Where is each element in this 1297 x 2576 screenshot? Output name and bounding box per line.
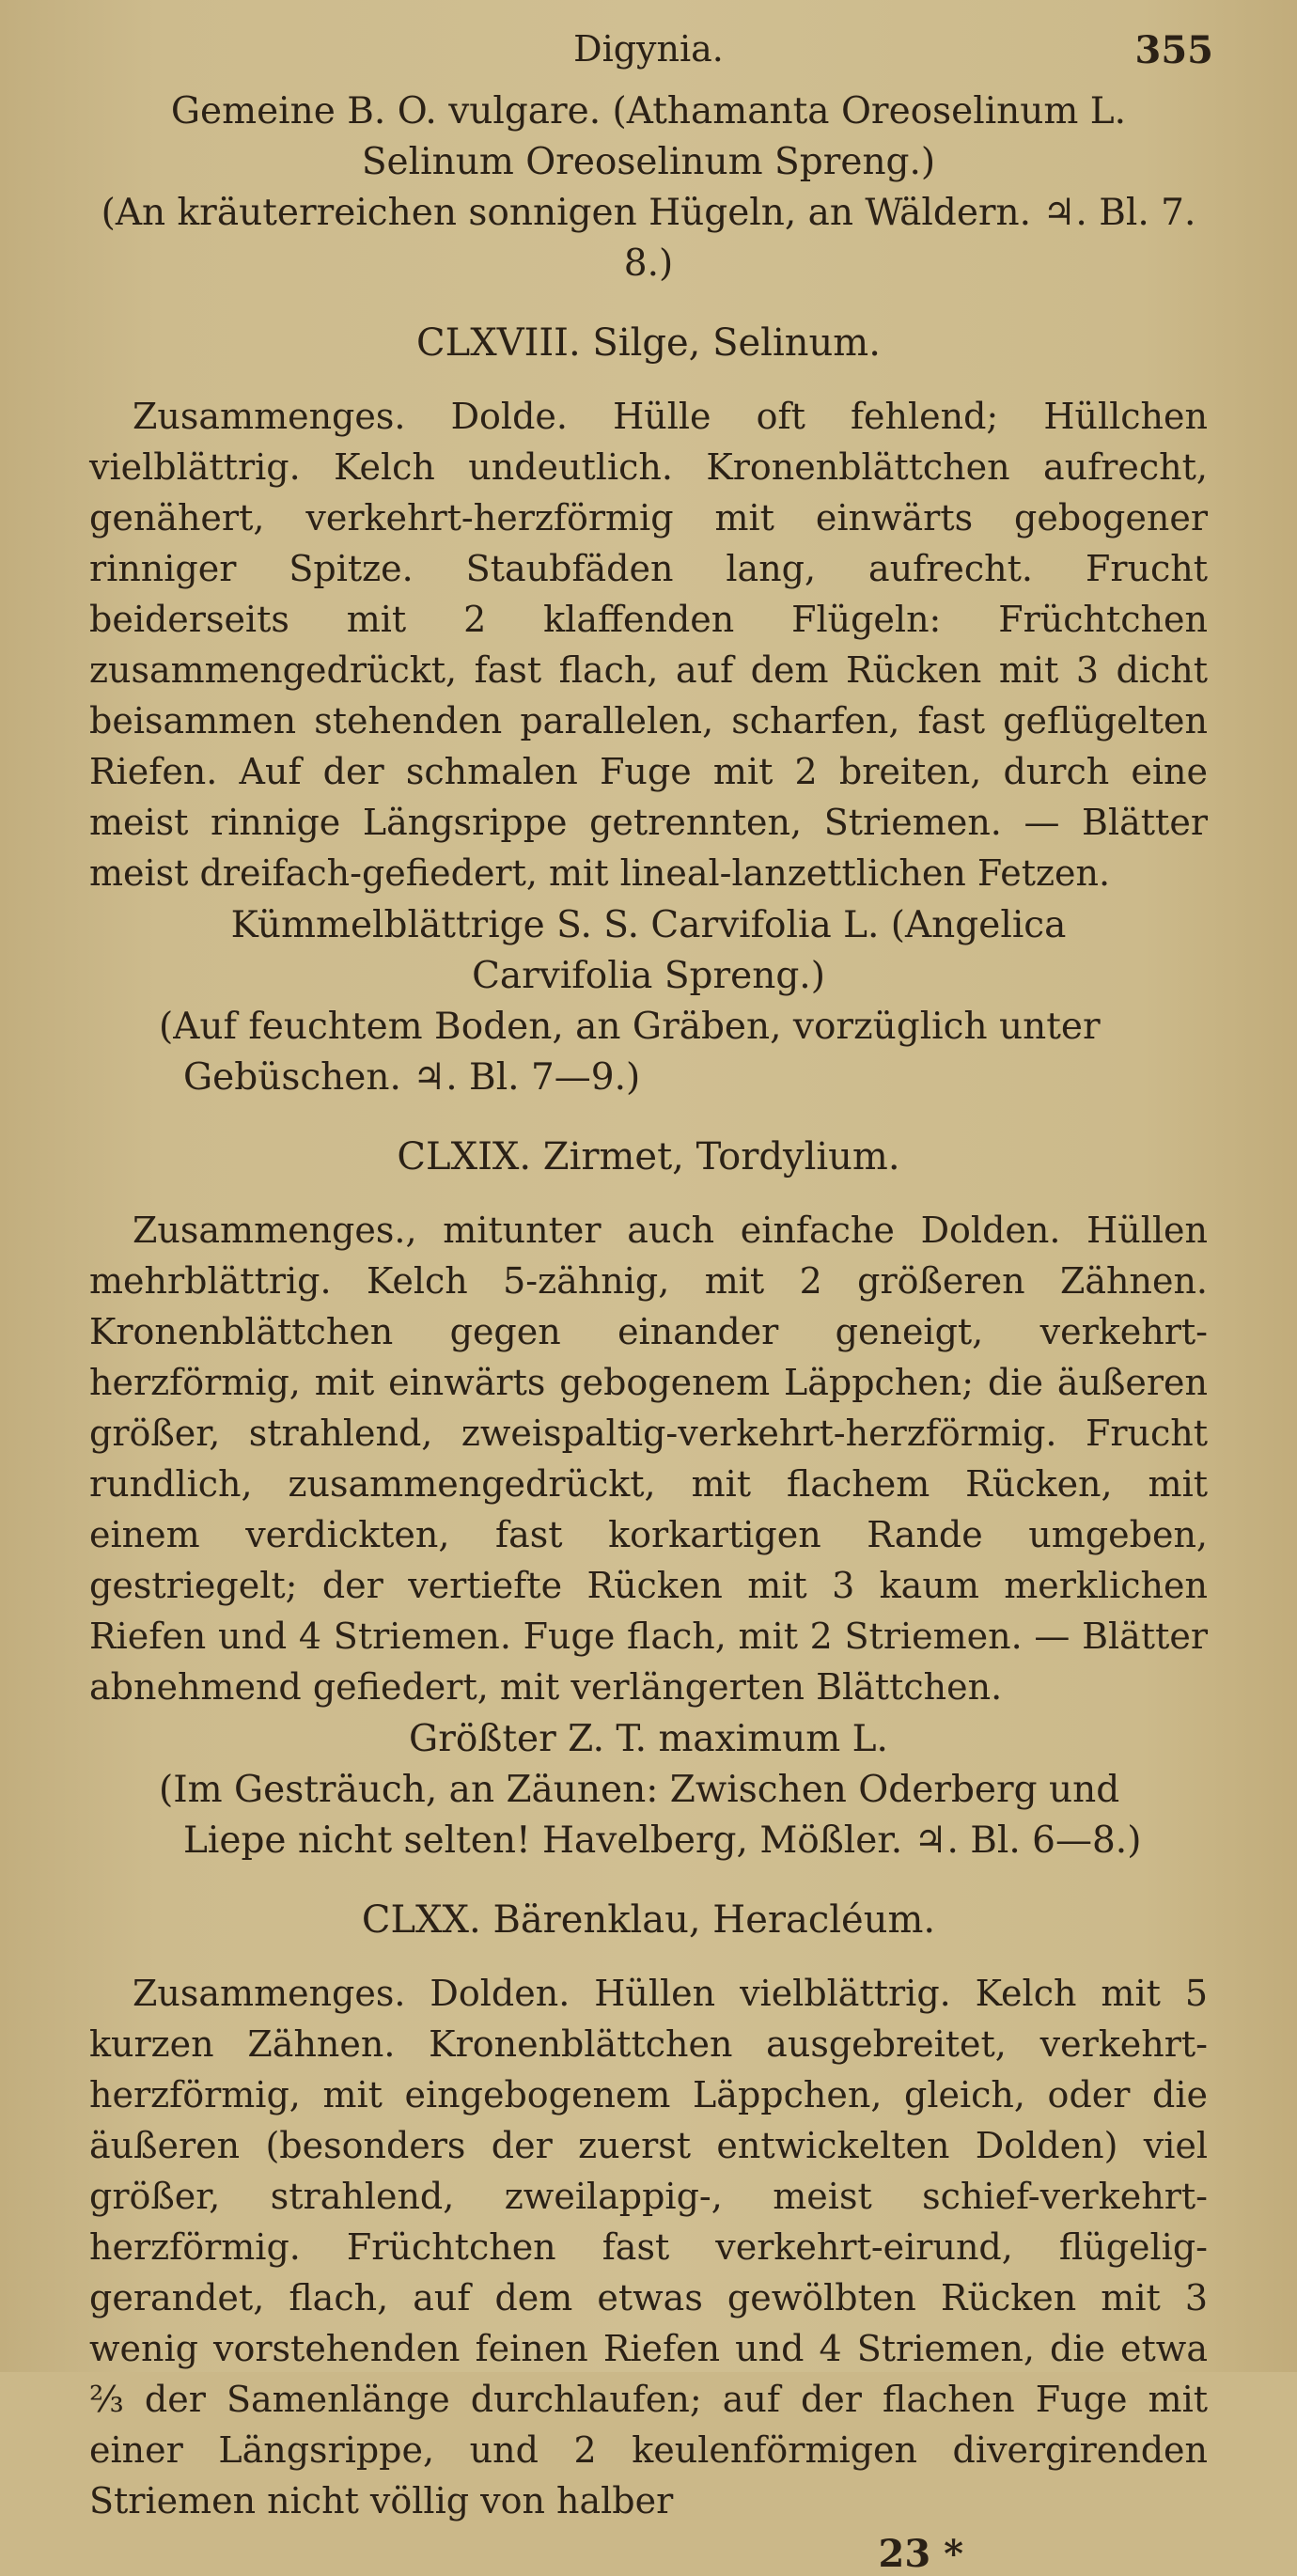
page-header <box>89 28 1213 86</box>
habitat-maximum: (Im Gesträuch, an Zäunen: Zwischen Oderberg und Liepe nicht selten! Havelberg, Mößler. ♃. Bl. 6—8.) <box>159 1769 1142 1862</box>
species-oreoselinum: Gemeine B. O. vulgare. (Athamanta Oreoselinum L. Selinum Oreoselinum Spreng.) <box>170 90 1127 183</box>
habitat-carvifolia: (Auf feuchtem Boden, an Gräben, vorzüglich unter Gebüschen. ♃. Bl. 7—9.) <box>159 1006 1101 1099</box>
genus-heading-tordylium: CLXIX. Zirmet, Tordylium. <box>397 1135 900 1179</box>
running-title: Digynia. <box>573 28 724 70</box>
description-heracleum: Zusammenges. Dolden. Hüllen vielblättrig. Kelch mit 5 kurzen Zähnen. Kronenblättchen ausgebreitet, verkehrt-herzförmig, mit eingebogenem Läppchen, gleich, oder die äußeren (besonders der zuerst entwickelten Dolden) viel größer, strahlend, zweilappig-, meist schief-verkehrt-herzförmig. Früchtchen fast verkehrt-eirund, flügelig-gerandet, flach, auf dem etwas gewölbten Rücken mit 3 wenig vorstehenden feinen Riefen und 4 Striemen, die etwa ⅔ der Samenlänge durchlaufen; auf der flachen Fuge mit einer Längsrippe, und 2 keulenförmigen divergirenden Striemen nicht völlig von halber <box>89 1973 1208 2521</box>
description-tordylium: Zusammenges., mitunter auch einfache Dolden. Hüllen mehrblättrig. Kelch 5-zähnig, mit 2 größeren Zähnen. Kronenblättchen gegen einander geneigt, verkehrt-herzförmig, mit einwärts gebogenem Läppchen; die äußeren größer, strahlend, zweispaltig-verkehrt-herzförmig. Frucht rundlich, zusammengedrückt, mit flachem Rücken, mit einem verdickten, fast korkartigen Rande umgeben, gestriegelt; der vertiefte Rücken mit 3 kaum merklichen Riefen und 4 Striemen. Fuge flach, mit 2 Striemen. — Blätter abnehmend gefiedert, mit verlängerten Blättchen. <box>89 1210 1208 1708</box>
species-maximum: Größter Z. T. maximum L. <box>409 1718 888 1760</box>
page-number: 355 <box>1134 28 1213 72</box>
species-carvifolia: Kümmelblättrige S. S. Carvifolia L. (Angelica Carvifolia Spreng.) <box>230 904 1067 997</box>
genus-heading-heracleum: CLXX. Bärenklau, Heracléum. <box>361 1898 936 1942</box>
genus-heading-selinum: CLXVIII. Silge, Selinum. <box>416 321 881 365</box>
description-selinum: Zusammenges. Dolde. Hülle oft fehlend; Hüllchen vielblättrig. Kelch undeutlich. Kronenblättchen aufrecht, genähert, verkehrt-herzförmig mit einwärts gebogener rinniger Spitze. Staubfäden lang, aufrecht. Frucht beiderseits mit 2 klaffenden Flügeln: Früchtchen zusammengedrückt, fast flach, auf dem Rücken mit 3 dicht beisammen stehenden parallelen, scharfen, fast geflügelten Riefen. Auf der schmalen Fuge mit 2 breiten, durch eine meist rinnige Längsrippe getrennten, Striemen. — Blätter meist dreifach-gefiedert, mit lineal-lanzettlichen Fetzen. <box>89 396 1208 894</box>
signature-mark: 23 * <box>878 2532 963 2576</box>
habitat-oreoselinum: (An kräuterreichen sonnigen Hügeln, an Wäldern. ♃. Bl. 7. 8.) <box>101 192 1196 285</box>
